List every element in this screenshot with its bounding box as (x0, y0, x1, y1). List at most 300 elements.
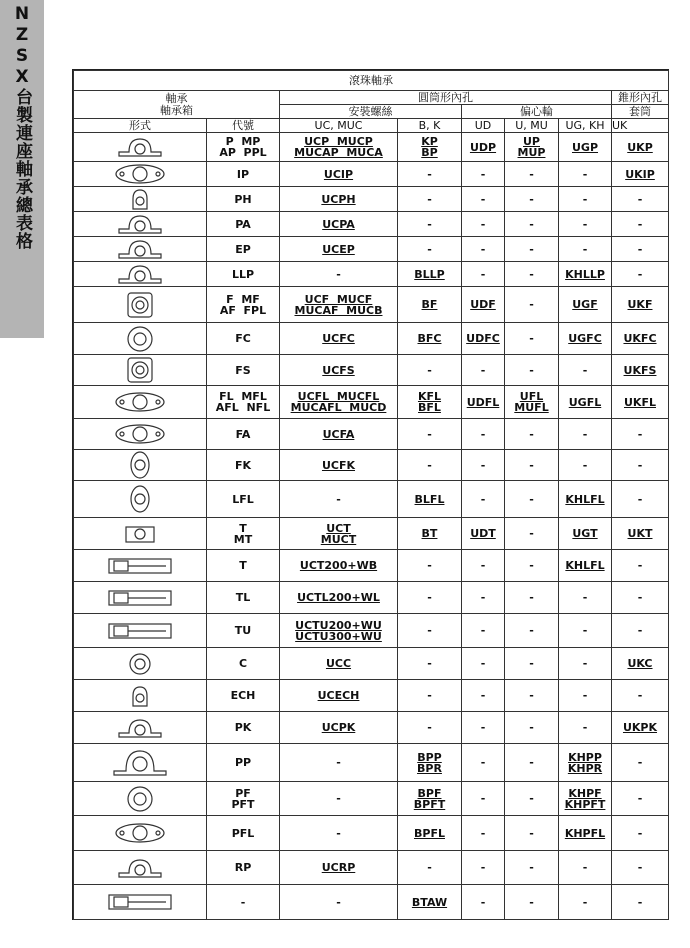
code-text: MT (233, 532, 253, 546)
cell-ud (462, 885, 505, 920)
empty-dash: - (480, 192, 486, 206)
empty-dash: - (480, 826, 486, 840)
cell-uc (280, 355, 398, 386)
flange-cartridge-icon (74, 450, 206, 480)
cell-bk (398, 680, 462, 712)
cell-uc (280, 262, 398, 287)
cell-uc (280, 712, 398, 744)
empty-dash: - (582, 427, 588, 441)
cell-ud (462, 582, 505, 614)
header-col-umu: U, MU (505, 119, 559, 133)
empty-dash: - (637, 427, 643, 441)
model-code: UGFL (568, 395, 602, 409)
header-cyl-bore: 圓筒形內孔 (280, 91, 612, 105)
code-cell (207, 450, 280, 481)
cell-ug (559, 323, 612, 355)
empty-dash: - (480, 242, 486, 256)
empty-dash: - (529, 895, 534, 909)
cell-ud (462, 851, 505, 885)
empty-dash: - (529, 332, 534, 345)
header-setscrew: 安裝螺絲 (280, 105, 462, 119)
pillow-block-icon (74, 136, 206, 158)
code-cell (207, 648, 280, 680)
empty-dash: - (637, 591, 643, 604)
code-text: - (240, 895, 246, 909)
code-cell (207, 851, 280, 885)
shape-cell (74, 885, 207, 920)
empty-dash: - (336, 826, 341, 840)
model-code: UCPA (322, 217, 355, 231)
table-row (74, 550, 669, 582)
model-code: BPFL (414, 826, 445, 840)
code-text: PA (235, 217, 251, 231)
cell-uk (612, 133, 669, 162)
cell-uk (612, 237, 669, 262)
empty-dash: - (529, 167, 534, 181)
low-pillow-icon (74, 238, 206, 260)
empty-dash: - (480, 624, 486, 637)
cell-uk (612, 187, 669, 212)
cell-ug (559, 386, 612, 419)
model-code: UCF MUCF (304, 292, 373, 306)
table-row (74, 851, 669, 885)
model-code: UCT200+WB (299, 559, 378, 572)
cell-umu (505, 518, 559, 550)
cell-uk (612, 287, 669, 323)
empty-dash: - (480, 458, 486, 472)
empty-dash: - (336, 895, 341, 909)
code-cell (207, 386, 280, 419)
cell-ud (462, 518, 505, 550)
empty-dash: - (427, 559, 432, 572)
empty-dash: - (480, 559, 486, 572)
cell-ug (559, 582, 612, 614)
cell-umu (505, 262, 559, 287)
code-cell (207, 680, 280, 712)
code-text: EP (235, 242, 251, 256)
empty-dash: - (529, 721, 534, 734)
model-code: BLLP (414, 267, 445, 281)
cell-ud (462, 419, 505, 450)
pressed-steel-2bolt-icon (74, 821, 206, 845)
empty-dash: - (637, 826, 643, 840)
code-cell (207, 133, 280, 162)
cartridge-icon (74, 651, 206, 677)
empty-dash: - (427, 427, 432, 441)
model-code: BT (421, 527, 438, 540)
cell-bk (398, 386, 462, 419)
empty-dash: - (427, 242, 432, 256)
empty-dash: - (582, 624, 588, 637)
table-row (74, 386, 669, 419)
cell-umu (505, 481, 559, 518)
code-text: PK (234, 721, 252, 734)
cell-umu (505, 187, 559, 212)
empty-dash: - (529, 242, 534, 256)
empty-dash: - (480, 492, 486, 506)
model-code: MUCAP MUCA (294, 146, 383, 159)
model-code: UCFL MUCFL (297, 390, 380, 403)
empty-dash: - (637, 192, 643, 206)
take-up-weld-icon (74, 890, 206, 914)
empty-dash: - (582, 861, 588, 874)
pressed-steel-flange-icon (74, 784, 206, 814)
model-code: UCFA (322, 427, 355, 441)
empty-dash: - (582, 689, 588, 702)
cell-ud (462, 744, 505, 782)
shape-cell (74, 518, 207, 550)
cell-ug (559, 237, 612, 262)
model-code: UCTU200+WU (295, 618, 382, 632)
shape-cell (74, 419, 207, 450)
model-code: KFL (417, 390, 442, 403)
cell-uk (612, 744, 669, 782)
header-code: 代號 (207, 119, 280, 133)
round-flange-icon (74, 324, 206, 354)
model-code: UCECH (317, 689, 360, 702)
cell-uk (612, 885, 669, 920)
shape-cell (74, 287, 207, 323)
table-row (74, 744, 669, 782)
empty-dash: - (427, 167, 432, 181)
take-up-u-frame-icon (74, 619, 206, 643)
cell-ug (559, 680, 612, 712)
pressed-pillow-icon (74, 213, 206, 235)
empty-dash: - (480, 689, 486, 702)
cell-ug (559, 744, 612, 782)
code-cell (207, 518, 280, 550)
shape-cell (74, 582, 207, 614)
cell-ud (462, 450, 505, 481)
empty-dash: - (529, 527, 534, 540)
shape-cell (74, 133, 207, 162)
square-flange-spigot-icon (74, 355, 206, 385)
code-text: RP (234, 861, 252, 874)
cell-umu (505, 816, 559, 851)
shape-cell (74, 323, 207, 355)
cell-uc (280, 885, 398, 920)
model-code: KHPP (568, 750, 602, 764)
table-row (74, 450, 669, 481)
empty-dash: - (480, 756, 486, 769)
model-code: UDFC (466, 332, 500, 345)
empty-dash: - (336, 492, 341, 506)
code-text: C (238, 657, 248, 670)
cell-ug (559, 450, 612, 481)
cell-uc (280, 680, 398, 712)
cell-ud (462, 712, 505, 744)
model-code: BFC (417, 332, 442, 345)
shape-cell (74, 187, 207, 212)
empty-dash: - (427, 624, 432, 637)
empty-dash: - (480, 657, 486, 670)
model-code: UP (523, 135, 540, 148)
model-code: KHLFL (565, 559, 605, 572)
table-row (74, 816, 669, 851)
cell-bk (398, 187, 462, 212)
table-row (74, 287, 669, 323)
cell-umu (505, 782, 559, 816)
empty-dash: - (529, 363, 534, 377)
model-code: MUP (517, 146, 546, 159)
code-text: AFL NFL (215, 401, 271, 414)
cell-uc (280, 744, 398, 782)
light-pillow-icon (74, 263, 206, 285)
empty-dash: - (529, 458, 534, 472)
bearing-table-frame (72, 69, 669, 920)
empty-dash: - (529, 657, 534, 670)
empty-dash: - (529, 591, 534, 604)
table-row (74, 648, 669, 680)
cell-uc (280, 782, 398, 816)
table-row (74, 323, 669, 355)
model-code: UCPH (321, 192, 356, 206)
empty-dash: - (427, 657, 432, 670)
code-text: FL MFL (219, 390, 267, 403)
empty-dash: - (427, 363, 432, 377)
model-code: KP (421, 135, 438, 148)
cell-bk (398, 323, 462, 355)
model-code: UCP MUCP (304, 135, 373, 148)
cell-bk (398, 744, 462, 782)
header-col-bk: B, K (398, 119, 462, 133)
empty-dash: - (529, 559, 534, 572)
cell-ug (559, 518, 612, 550)
shape-cell (74, 162, 207, 187)
shape-cell (74, 212, 207, 237)
empty-dash: - (480, 363, 486, 377)
empty-dash: - (529, 792, 534, 805)
cell-ug (559, 614, 612, 648)
empty-dash: - (427, 689, 432, 702)
shape-cell (74, 851, 207, 885)
cell-bk (398, 450, 462, 481)
cell-uc (280, 212, 398, 237)
empty-dash: - (480, 427, 486, 441)
model-code: BFL (418, 401, 441, 414)
code-cell (207, 237, 280, 262)
cell-ug (559, 712, 612, 744)
code-cell (207, 744, 280, 782)
model-code: UDT (470, 527, 496, 540)
empty-dash: - (480, 167, 486, 181)
table-row (74, 582, 669, 614)
light-flange-icon (74, 484, 206, 514)
empty-dash: - (529, 624, 534, 637)
cell-umu (505, 680, 559, 712)
code-text: T (239, 559, 247, 572)
cell-uk (612, 518, 669, 550)
cell-umu (505, 133, 559, 162)
cell-ud (462, 481, 505, 518)
cell-bk (398, 518, 462, 550)
code-cell (207, 419, 280, 450)
model-code: KHPR (567, 761, 603, 775)
model-code: UCFC (322, 332, 355, 345)
cell-ug (559, 133, 612, 162)
cell-ud (462, 550, 505, 582)
empty-dash: - (529, 267, 534, 281)
code-cell (207, 355, 280, 386)
cell-ud (462, 212, 505, 237)
cell-uc (280, 450, 398, 481)
model-code: KHPF (568, 786, 602, 800)
cell-ud (462, 355, 505, 386)
table-row (74, 212, 669, 237)
empty-dash: - (529, 427, 534, 441)
cell-bk (398, 648, 462, 680)
model-code: KHPFL (564, 826, 606, 840)
cell-uk (612, 550, 669, 582)
model-code: BPFT (413, 797, 446, 811)
table-row (74, 133, 669, 162)
empty-dash: - (582, 458, 588, 472)
cell-ud (462, 133, 505, 162)
cell-uc (280, 582, 398, 614)
shape-cell (74, 386, 207, 419)
cell-uc (280, 518, 398, 550)
cell-umu (505, 648, 559, 680)
code-cell (207, 816, 280, 851)
cell-umu (505, 419, 559, 450)
cell-umu (505, 851, 559, 885)
take-up-icon (74, 522, 206, 546)
cell-uk (612, 212, 669, 237)
empty-dash: - (480, 895, 486, 909)
cell-bk (398, 237, 462, 262)
empty-dash: - (582, 192, 588, 206)
model-code: UKP (627, 140, 653, 154)
empty-dash: - (336, 267, 341, 281)
code-text: TU (234, 624, 252, 637)
cell-uk (612, 262, 669, 287)
code-cell (207, 582, 280, 614)
shape-cell (74, 712, 207, 744)
empty-dash: - (480, 721, 486, 734)
empty-dash: - (529, 689, 534, 702)
code-cell (207, 162, 280, 187)
cell-uk (612, 816, 669, 851)
empty-dash: - (529, 192, 534, 206)
empty-dash: - (582, 721, 588, 734)
code-text: P MP (225, 135, 261, 148)
table-row (74, 712, 669, 744)
cell-bk (398, 212, 462, 237)
code-text: PFL (231, 826, 255, 840)
code-cell (207, 323, 280, 355)
cell-umu (505, 323, 559, 355)
cell-uc (280, 481, 398, 518)
empty-dash: - (427, 721, 432, 734)
code-text: LFL (232, 492, 254, 506)
code-cell (207, 712, 280, 744)
cell-umu (505, 712, 559, 744)
code-cell (207, 212, 280, 237)
model-code: UFL (519, 390, 544, 403)
code-text: PFT (231, 797, 255, 811)
model-code: MUCAFL MUCD (290, 401, 387, 414)
cell-ug (559, 851, 612, 885)
cell-uk (612, 614, 669, 648)
empty-dash: - (582, 242, 588, 256)
model-code: UGF (572, 298, 598, 311)
bearing-table (73, 70, 669, 920)
cell-uc (280, 851, 398, 885)
cell-umu (505, 582, 559, 614)
empty-dash: - (336, 792, 341, 805)
empty-dash: - (582, 657, 588, 670)
empty-dash: - (427, 192, 432, 206)
code-cell (207, 782, 280, 816)
take-up-long-icon (74, 586, 206, 610)
cell-bk (398, 133, 462, 162)
cell-umu (505, 744, 559, 782)
code-cell (207, 481, 280, 518)
cell-bk (398, 419, 462, 450)
empty-dash: - (529, 492, 534, 506)
empty-dash: - (529, 217, 534, 231)
rubber-pillow-icon (74, 857, 206, 879)
code-cell (207, 885, 280, 920)
code-text: FK (234, 458, 252, 472)
code-text: AF FPL (219, 303, 267, 317)
empty-dash: - (637, 624, 643, 637)
model-code: UKFS (623, 363, 657, 377)
cell-ud (462, 782, 505, 816)
cell-ug (559, 648, 612, 680)
cell-ug (559, 187, 612, 212)
cell-ud (462, 237, 505, 262)
empty-dash: - (427, 861, 432, 874)
cell-bk (398, 816, 462, 851)
cell-ud (462, 386, 505, 419)
table-row (74, 187, 669, 212)
adjustable-flange-icon (74, 422, 206, 446)
cell-ug (559, 885, 612, 920)
header-eccentric: 偏心輪 (462, 105, 612, 119)
header-bearing: 軸承 (165, 91, 188, 105)
empty-dash: - (427, 217, 432, 231)
two-bolt-flange-icon (74, 390, 206, 414)
empty-dash: - (336, 756, 341, 769)
cell-uk (612, 355, 669, 386)
cell-uk (612, 386, 669, 419)
cell-uk (612, 712, 669, 744)
cell-umu (505, 237, 559, 262)
model-code: UCFS (322, 363, 355, 377)
cell-uc (280, 187, 398, 212)
cell-bk (398, 162, 462, 187)
cell-ug (559, 419, 612, 450)
empty-dash: - (582, 167, 588, 181)
code-text: F MF (226, 292, 260, 306)
hanger-ech-icon (74, 684, 206, 708)
cell-umu (505, 550, 559, 582)
model-code: UCEP (322, 242, 355, 256)
shape-cell (74, 355, 207, 386)
header-col-uk: UK (612, 119, 669, 133)
model-code: UKFL (624, 395, 656, 409)
empty-dash: - (480, 792, 486, 805)
cell-uc (280, 386, 398, 419)
header-sleeve: 套筒 (612, 105, 669, 119)
shape-cell (74, 481, 207, 518)
cell-ud (462, 162, 505, 187)
model-code: UCRP (321, 861, 356, 874)
cell-uk (612, 851, 669, 885)
model-code: BTAW (411, 895, 448, 909)
header-housing: 軸承箱 (160, 103, 193, 117)
